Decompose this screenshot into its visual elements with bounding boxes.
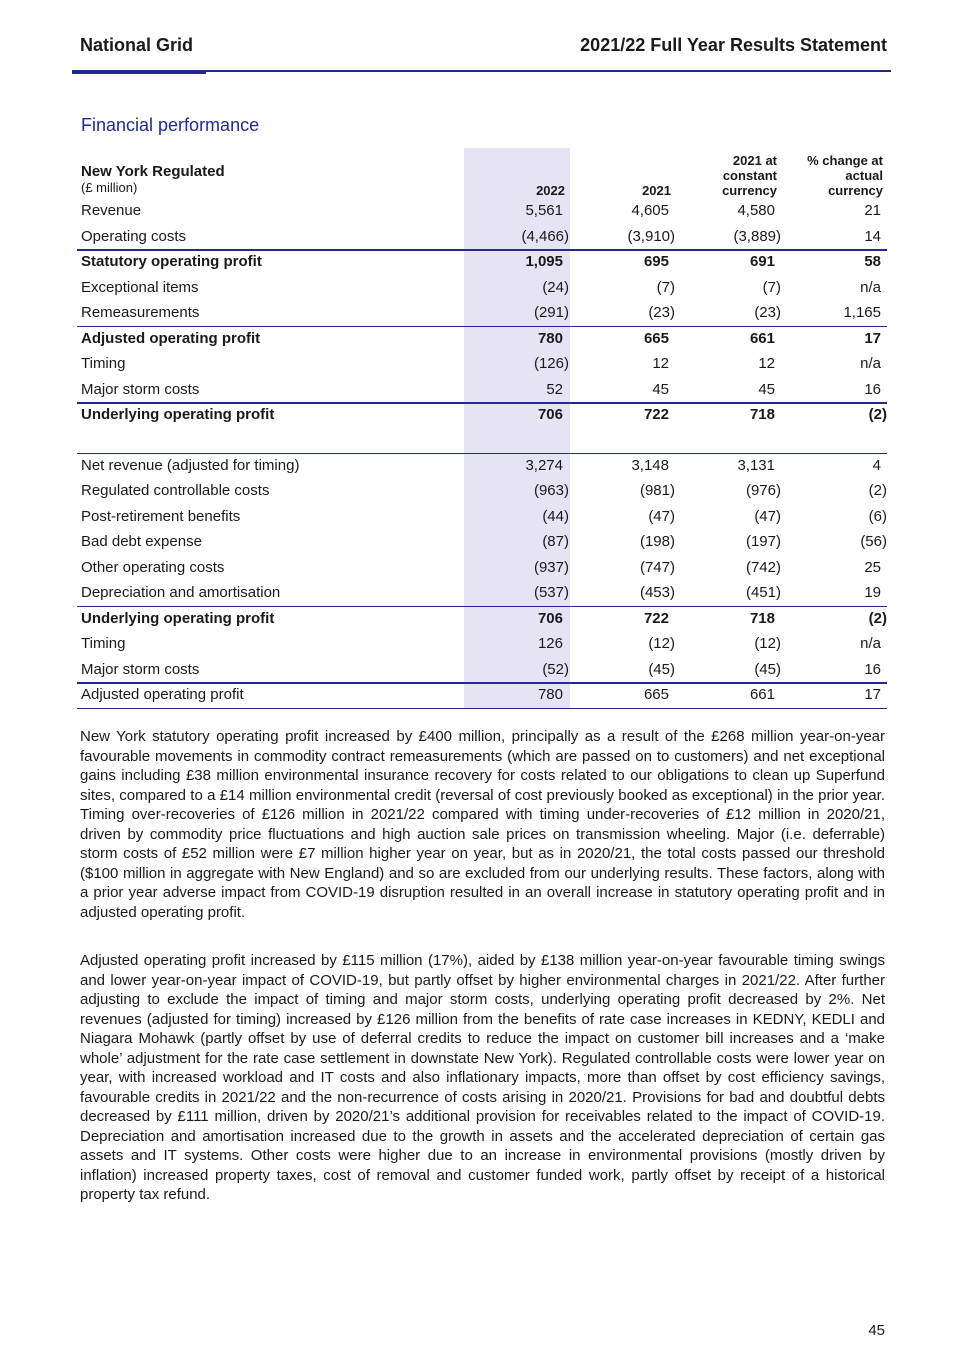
- cell-col-3: (3,889): [733, 227, 781, 245]
- cell-col-3: (7): [762, 278, 781, 296]
- row-label: Statutory operating profit: [81, 253, 262, 270]
- cell-col-3: (47): [754, 507, 781, 525]
- cell-col-1: (52): [542, 660, 569, 678]
- cell-col-2: 695: [643, 253, 669, 270]
- column-header-2021: 2021: [642, 183, 671, 198]
- cell-col-4: 17: [864, 329, 881, 347]
- cell-col-2: 4,605: [631, 202, 669, 219]
- cell-col-3: 661: [749, 329, 775, 347]
- cell-col-4: 16: [864, 660, 881, 678]
- cell-col-1: (291): [533, 304, 569, 321]
- table-row: [77, 300, 887, 326]
- table-row: [77, 224, 887, 250]
- row-label: Net revenue (adjusted for timing): [81, 456, 300, 474]
- row-label: Operating costs: [81, 227, 187, 245]
- cell-col-1: (963): [533, 482, 569, 499]
- table-row: [77, 198, 887, 224]
- row-label: Major storm costs: [81, 660, 200, 678]
- col3-line1: 2021 at: [732, 153, 777, 168]
- cell-col-4: (56): [860, 533, 887, 550]
- cell-col-1: 52: [546, 380, 563, 398]
- table-row: [77, 682, 887, 708]
- row-label: Revenue: [81, 202, 142, 219]
- cell-col-1: 1,095: [525, 253, 563, 270]
- cell-col-4: 16: [864, 380, 881, 398]
- cell-col-1: (87): [542, 533, 569, 550]
- row-divider: [77, 682, 887, 684]
- row-label: Post-retirement benefits: [81, 507, 241, 525]
- cell-col-1: (126): [533, 355, 569, 372]
- cell-col-4: 19: [864, 584, 881, 601]
- cell-col-4: 1,165: [843, 304, 881, 321]
- table-row: [77, 402, 887, 428]
- col4-line1: % change at: [807, 153, 883, 168]
- table-row: [77, 351, 887, 377]
- table-row: [77, 377, 887, 403]
- cell-col-3: (45): [754, 660, 781, 678]
- row-label: Depreciation and amortisation: [81, 584, 281, 601]
- cell-col-1: 780: [537, 329, 563, 347]
- cell-col-4: n/a: [860, 635, 881, 652]
- table-row: [77, 529, 887, 555]
- row-label: Remeasurements: [81, 304, 200, 321]
- cell-col-3: 718: [749, 406, 775, 423]
- cell-col-3: (12): [754, 635, 781, 652]
- cell-col-3: 12: [758, 355, 775, 372]
- row-divider: [77, 249, 887, 251]
- cell-col-1: 5,561: [525, 202, 563, 219]
- cell-col-2: 12: [652, 355, 669, 372]
- cell-col-1: 126: [537, 635, 563, 652]
- table-row: [77, 606, 887, 632]
- table-row: [77, 657, 887, 683]
- row-label: Underlying operating profit: [81, 609, 275, 627]
- table-unit: (£ million): [81, 180, 138, 195]
- cell-col-2: 722: [643, 406, 669, 423]
- cell-col-3: 4,580: [737, 202, 775, 219]
- col3-line2: constant: [722, 168, 777, 183]
- table-body: [77, 198, 887, 708]
- row-label: Adjusted operating profit: [81, 686, 244, 703]
- table-row: [77, 478, 887, 504]
- cell-col-3: (23): [754, 304, 781, 321]
- table-row: [77, 249, 887, 275]
- column-header-pct-change: [807, 153, 883, 198]
- cell-col-2: (453): [639, 584, 675, 601]
- cell-col-2: (3,910): [627, 227, 675, 245]
- table-row: [77, 631, 887, 657]
- cell-col-4: (2): [868, 609, 887, 627]
- cell-col-4: 58: [864, 253, 881, 270]
- cell-col-4: 17: [864, 686, 881, 703]
- cell-col-4: (2): [868, 406, 887, 423]
- col3-line3: currency: [722, 183, 777, 198]
- row-divider: [77, 402, 887, 404]
- table-row: [77, 275, 887, 301]
- cell-col-1: (537): [533, 584, 569, 601]
- cell-col-4: 21: [864, 202, 881, 219]
- cell-col-2: 722: [643, 609, 669, 627]
- row-divider: [77, 453, 887, 455]
- column-header-2022: 2022: [536, 183, 565, 198]
- cell-col-2: 665: [643, 686, 669, 703]
- commentary-paragraph-1: New York statutory operating profit increased by £400 million, principally as a result of the £268 million year-on-year favourable movements in commodity contract remeasurements (which are passed on to customers) and net exceptional gains including £38 million environmental insurance recovery for costs related to our obligations to clean up Superfund sites, compared to a £14 million environmental credit (reversal of cost previously booked as exceptional) in the prior year. Timing over-recoveries of £126 million in 2021/22 compared with timing under-recoveries of £12 million in 2020/21, driven by commodity price fluctuations and high auction sale prices on transmission wheeling. Major (i.e. deferrable) storm costs of £52 million were £7 million higher year on year, but as in 2020/21, the total costs passed our threshold ($100 million in aggregate with New England) and so are excluded from our underlying results. These factors, along with a prior year adverse impact from COVID-19 disruption resulted in an overall increase in statutory operating profit and in adjusted operating profit.: [80, 728, 885, 921]
- cell-col-1: (44): [542, 507, 569, 525]
- cell-col-2: (7): [656, 278, 675, 296]
- cell-col-3: (451): [745, 584, 781, 601]
- cell-col-3: 45: [758, 380, 775, 398]
- company-name: National Grid: [80, 35, 194, 55]
- cell-col-2: (23): [648, 304, 675, 321]
- cell-col-4: (2): [868, 482, 887, 499]
- column-header-constant-currency: [722, 153, 777, 198]
- table-header: [77, 148, 887, 198]
- cell-col-1: (24): [542, 278, 569, 296]
- row-label: Other operating costs: [81, 558, 225, 576]
- row-label: Bad debt expense: [81, 533, 202, 550]
- cell-col-2: (747): [639, 558, 675, 576]
- section-title: Financial performance: [81, 115, 260, 135]
- cell-col-2: (981): [639, 482, 675, 499]
- cell-col-2: (47): [648, 507, 675, 525]
- cell-col-2: 45: [652, 380, 669, 398]
- row-label: Regulated controllable costs: [81, 482, 270, 499]
- row-label: Timing: [81, 355, 126, 372]
- cell-col-3: 661: [749, 686, 775, 703]
- cell-col-4: 14: [864, 227, 881, 245]
- cell-col-1: 706: [537, 406, 563, 423]
- cell-col-2: (45): [648, 660, 675, 678]
- col4-line2: actual: [845, 168, 883, 183]
- cell-col-2: (12): [648, 635, 675, 652]
- header-rule-accent: [72, 70, 206, 74]
- financial-table: [77, 148, 887, 708]
- cell-col-4: n/a: [860, 278, 881, 296]
- row-label: Timing: [81, 635, 126, 652]
- report-title: 2021/22 Full Year Results Statement: [580, 35, 887, 55]
- table-row: [77, 326, 887, 352]
- row-label: Underlying operating profit: [81, 406, 275, 423]
- row-divider: [77, 708, 887, 710]
- row-divider: [77, 326, 887, 328]
- row-label: Major storm costs: [81, 380, 200, 398]
- cell-col-2: 665: [643, 329, 669, 347]
- row-label: Adjusted operating profit: [81, 329, 261, 347]
- cell-col-4: 4: [872, 456, 881, 474]
- cell-col-3: 3,131: [737, 456, 775, 474]
- cell-col-3: (197): [745, 533, 781, 550]
- cell-col-2: (198): [639, 533, 675, 550]
- cell-col-1: 3,274: [525, 456, 563, 474]
- table-row: [77, 504, 887, 530]
- cell-col-2: 3,148: [631, 456, 669, 474]
- col4-line3: currency: [828, 183, 883, 198]
- cell-col-1: 780: [537, 686, 563, 703]
- cell-col-3: (742): [745, 558, 781, 576]
- row-label: Exceptional items: [81, 278, 199, 296]
- page-number: 45: [868, 1322, 885, 1339]
- cell-col-4: n/a: [860, 355, 881, 372]
- table-row: [77, 555, 887, 581]
- cell-col-1: 706: [537, 609, 563, 627]
- cell-col-4: (6): [868, 507, 887, 525]
- table-title: New York Regulated: [81, 163, 225, 180]
- row-divider: [77, 606, 887, 608]
- cell-col-4: 25: [864, 558, 881, 576]
- cell-col-1: (937): [533, 558, 569, 576]
- commentary-paragraph-2: Adjusted operating profit increased by £115 million (17%), aided by £138 million year-on-year favourable timing swings and lower year-on-year impact of COVID-19, but partly offset by higher environmental charges in 2021/22. After further adjusting to exclude the impact of timing and major storm costs, underlying operating profit decreased by 2%. Net revenues (adjusted for timing) increased by £126 million from the benefits of rate case increases in KEDNY, KEDLI and Niagara Mohawk (partly offset by use of deferral credits to reduce the impact on customer bill increases and a ‘make whole’ adjustment for the rate case settlement in downstate New York). Regulated controllable costs were lower year on year, with increased workload and IT costs and also inflationary impacts, more than offset by cost efficiency savings, favourable credits in 2021/22 and the non-recurrence of costs arising in 2020/21. Provisions for bad and doubtful debts decreased by £111 million, driven by 2020/21’s additional provision for receivables related to the impact of COVID-19. Depreciation and amortisation increased due to the growth in assets and the accelerated depreciation of certain gas assets and IT systems. Other costs were higher due to an increase in environmental provisions (mostly driven by inflation) increased property taxes, cost of removal and customer funded work, partly offset by receipt of a historical property tax refund.: [80, 952, 885, 1203]
- cell-col-1: (4,466): [521, 227, 569, 245]
- table-row: [77, 580, 887, 606]
- table-row: [77, 453, 887, 479]
- cell-col-3: 718: [749, 609, 775, 627]
- cell-col-3: 691: [749, 253, 775, 270]
- cell-col-3: (976): [745, 482, 781, 499]
